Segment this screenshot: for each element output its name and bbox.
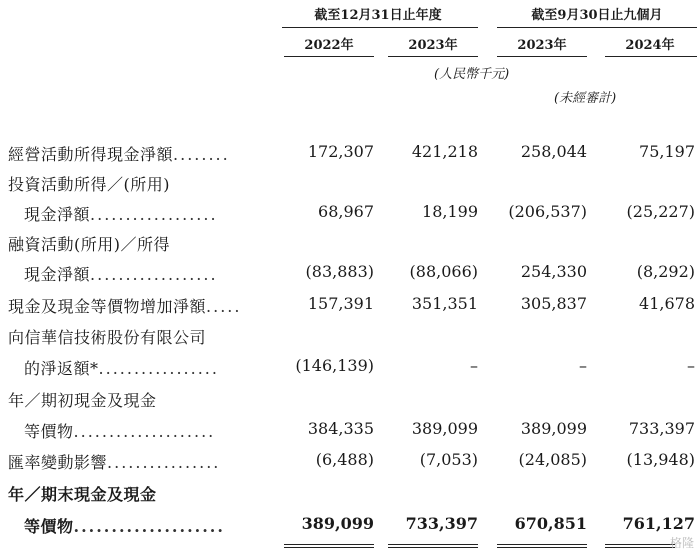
header-group-period-rule	[497, 27, 697, 28]
year-header-2022: 2022年	[304, 38, 354, 53]
row-label-text: 等價物	[24, 517, 74, 536]
row-label-text: 經營活動所得現金淨額	[8, 145, 174, 164]
row-label	[24, 356, 219, 379]
total-double-rule-4	[605, 544, 675, 548]
row-value: 254,330	[520, 262, 587, 281]
row-label	[8, 294, 241, 317]
row-label	[8, 388, 157, 411]
row-label-text: 的淨返額*	[24, 359, 99, 378]
row-leader-dots: ........	[173, 145, 230, 164]
row-value: (206,537)	[508, 202, 587, 221]
unit-note: (人民幣千元)	[434, 67, 510, 82]
row-label	[24, 262, 218, 285]
row-value: 384,335	[307, 419, 374, 438]
row-label	[8, 232, 170, 255]
row-label	[8, 172, 170, 195]
row-value: 761,127	[622, 514, 695, 533]
row-label-text: 現金淨額	[24, 265, 91, 284]
row-value: 351,351	[411, 294, 478, 313]
row-value: 305,837	[520, 294, 587, 313]
row-label	[8, 325, 206, 348]
row-leader-dots: ..................	[90, 265, 218, 284]
header-group-year-rule	[282, 27, 478, 28]
row-value: 75,197	[639, 142, 695, 161]
row-value: (146,139)	[295, 356, 374, 375]
row-label-text: 融資活動(所用)／所得	[8, 235, 170, 254]
row-value: 670,851	[514, 514, 587, 533]
row-value: 733,397	[628, 419, 695, 438]
row-value: 389,099	[520, 419, 587, 438]
year-header-2023: 2023年	[408, 38, 458, 53]
row-value: –	[470, 356, 478, 375]
row-leader-dots: .................	[98, 359, 219, 378]
header-group-period: 截至9月30日止九個月	[531, 8, 663, 23]
year-rule-2	[388, 56, 478, 57]
row-value: 733,397	[405, 514, 478, 533]
row-value: (83,883)	[305, 262, 374, 281]
row-label	[24, 419, 215, 442]
row-label	[8, 482, 157, 505]
total-double-rule-1	[284, 544, 374, 548]
row-value: (24,085)	[518, 450, 587, 469]
row-value: (8,292)	[636, 262, 695, 281]
row-label-text: 向信華信技術股份有限公司	[8, 328, 207, 347]
row-value: 41,678	[639, 294, 695, 313]
row-value: 157,391	[307, 294, 374, 313]
row-value: 258,044	[520, 142, 587, 161]
watermark: 格隆	[669, 536, 694, 550]
row-value: (7,053)	[419, 450, 478, 469]
header-group-year: 截至12月31日止年度	[314, 8, 442, 23]
year-rule-3	[497, 56, 587, 57]
row-value: (25,227)	[626, 202, 695, 221]
row-label	[24, 514, 225, 537]
row-value: 421,218	[411, 142, 478, 161]
row-leader-dots: ....................	[73, 422, 216, 441]
row-label	[24, 202, 218, 225]
row-leader-dots: .....	[206, 297, 242, 316]
row-value: –	[579, 356, 587, 375]
row-value: 389,099	[411, 419, 478, 438]
row-value: (88,066)	[409, 262, 478, 281]
row-value: 389,099	[301, 514, 374, 533]
row-value: 172,307	[307, 142, 374, 161]
total-double-rule-3	[497, 544, 587, 548]
unaudited-note: (未經審計)	[554, 91, 617, 106]
row-leader-dots: ..................	[90, 205, 218, 224]
year-rule-1	[284, 56, 374, 57]
row-leader-dots: ....................	[73, 517, 225, 536]
year-header-2023-period: 2023年	[517, 38, 567, 53]
row-label-text: 年／期末現金及現金	[8, 485, 157, 504]
row-value: 68,967	[318, 202, 374, 221]
year-header-2024-period: 2024年	[625, 38, 675, 53]
row-value: –	[687, 356, 695, 375]
row-leader-dots: ................	[107, 453, 221, 472]
row-label-text: 匯率變動影響	[8, 453, 108, 472]
row-value: (6,488)	[315, 450, 374, 469]
row-label-text: 投資活動所得／(所用)	[8, 175, 170, 194]
row-label-text: 現金淨額	[24, 205, 91, 224]
row-label	[8, 142, 230, 165]
row-value: 18,199	[422, 202, 478, 221]
year-rule-4	[605, 56, 697, 57]
row-label-text: 年／期初現金及現金	[8, 391, 157, 410]
row-label	[8, 450, 220, 473]
row-label-text: 等價物	[24, 422, 74, 441]
total-double-rule-2	[388, 544, 478, 548]
row-value: (13,948)	[626, 450, 695, 469]
row-label-text: 現金及現金等價物增加淨額	[8, 297, 207, 316]
